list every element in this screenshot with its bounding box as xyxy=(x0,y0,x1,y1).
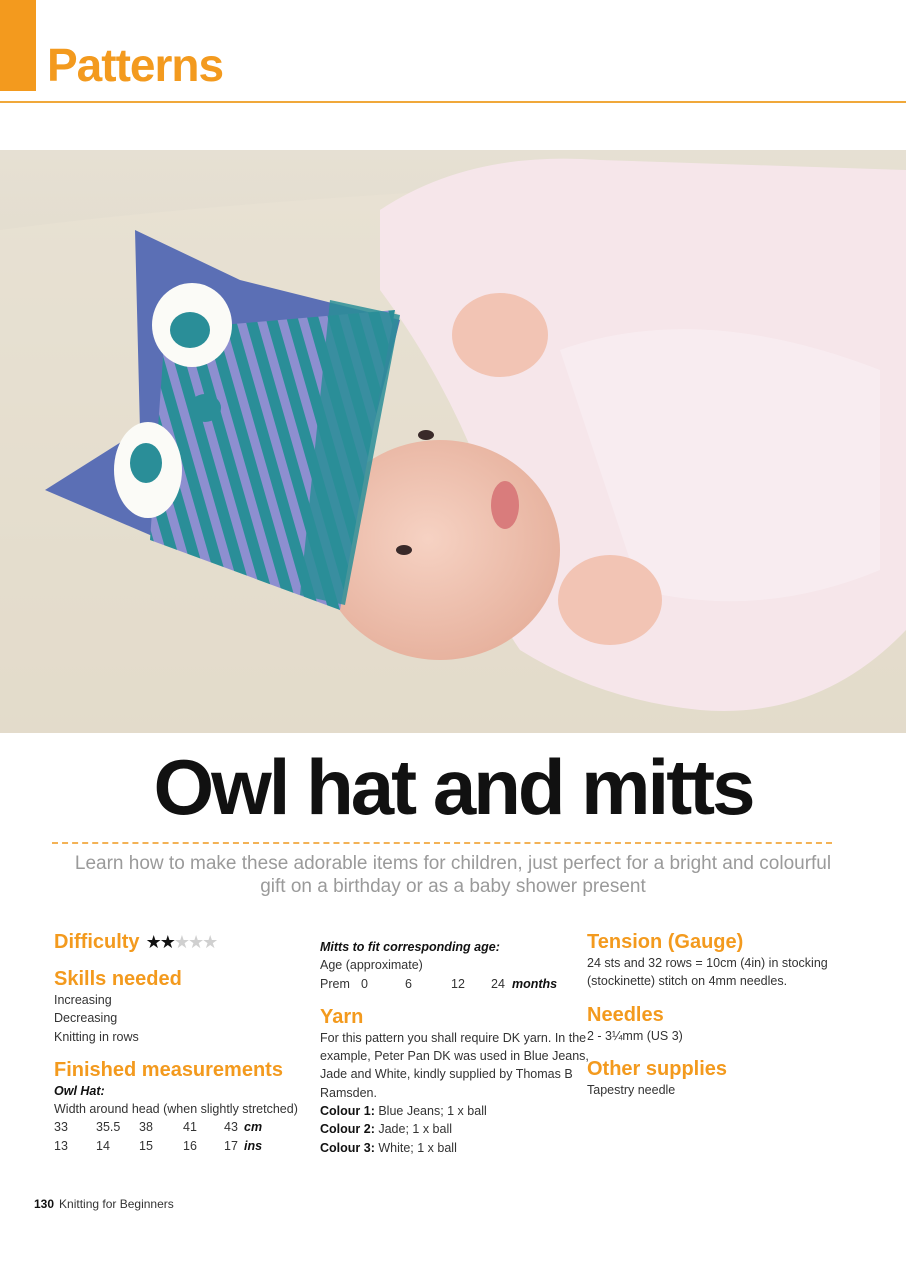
skill-item: Increasing xyxy=(54,993,112,1007)
colour-label: Colour 3: xyxy=(320,1140,375,1155)
yarn-text: For this pattern you shall require DK yarn. In the xyxy=(320,1030,587,1045)
header-rule xyxy=(0,101,906,103)
measurements-note: Width around head (when slightly stretched) xyxy=(54,1102,298,1117)
ins-value: 13 xyxy=(54,1138,68,1153)
yarn-text: Jade and White, kindly supplied by Thomas B xyxy=(320,1067,573,1082)
other-supplies-text: Tapestry needle xyxy=(587,1082,676,1097)
other-supplies-heading: Other supplies xyxy=(587,1057,728,1080)
age-value: 12 xyxy=(451,976,465,991)
measurements-cm-row xyxy=(54,1118,294,1136)
star-icon: ★ xyxy=(173,932,188,952)
cm-value: 41 xyxy=(183,1120,197,1135)
ins-unit: ins xyxy=(244,1138,263,1153)
measurements-heading: Finished measurements xyxy=(54,1058,283,1081)
yarn-heading: Yarn xyxy=(320,1005,364,1028)
colour-item xyxy=(320,1139,575,1157)
age-value: 0 xyxy=(361,976,368,991)
cm-value: 33 xyxy=(54,1120,68,1135)
tension-text: (stockinette) stitch on 4mm needles. xyxy=(587,974,788,989)
ins-value: 15 xyxy=(139,1138,153,1153)
star-icon: ★ xyxy=(159,932,174,952)
skill-item: Knitting in rows xyxy=(54,1029,139,1044)
article-title: Owl hat and mitts xyxy=(153,743,753,831)
star-icon: ★ xyxy=(202,932,217,952)
dashed-divider xyxy=(52,842,832,844)
star-icon: ★ xyxy=(187,932,203,952)
skill-item: Decreasing xyxy=(54,1011,118,1026)
ins-value: 14 xyxy=(96,1138,110,1153)
column-left xyxy=(54,930,298,1155)
difficulty-label: Difficulty xyxy=(54,931,140,953)
age-unit: months xyxy=(512,976,558,991)
column-middle xyxy=(320,930,589,1157)
yarn-text: Ramsden. xyxy=(320,1085,377,1100)
owl-hat-subheading: Owl Hat: xyxy=(54,1083,105,1098)
age-value: Prem xyxy=(320,976,350,991)
ages-row xyxy=(320,975,575,993)
difficulty-heading xyxy=(54,930,294,954)
colour-item xyxy=(320,1102,575,1120)
tension-text: 24 sts and 32 rows = 10cm (4in) in stocking xyxy=(587,956,828,970)
cm-unit: cm xyxy=(244,1120,263,1135)
age-value: 24 xyxy=(491,976,505,991)
intro-text: Learn how to make these adorable items for children, just perfect for a bright and colourful gift on a birthday or as a baby shower present xyxy=(74,853,832,897)
baby-photo xyxy=(0,150,906,733)
cm-value: 38 xyxy=(139,1120,153,1135)
difficulty-stars xyxy=(146,932,217,952)
needles-text: 2 - 3¼mm (US 3) xyxy=(587,1028,683,1043)
ins-value: 16 xyxy=(183,1138,197,1153)
colour-value: Jade; 1 x ball xyxy=(378,1122,453,1137)
star-icon: ★ xyxy=(145,932,160,952)
age-label: Age (approximate) xyxy=(320,958,423,973)
needles-heading: Needles xyxy=(587,1003,664,1026)
tension-heading: Tension (Gauge) xyxy=(587,931,744,953)
column-right xyxy=(587,930,827,1099)
age-value: 6 xyxy=(405,976,412,991)
ins-value: 17 xyxy=(224,1138,238,1153)
measurements-ins-row xyxy=(54,1137,294,1155)
colour-item xyxy=(320,1120,575,1138)
colour-label: Colour 2: xyxy=(320,1122,375,1137)
colour-value: Blue Jeans; 1 x ball xyxy=(378,1104,487,1119)
mitts-heading: Mitts to fit corresponding age: xyxy=(320,940,500,954)
cm-value: 35.5 xyxy=(96,1120,121,1135)
colour-value: White; 1 x ball xyxy=(378,1140,457,1155)
colour-label: Colour 1: xyxy=(320,1104,375,1119)
baby-photo-illustration xyxy=(0,150,906,733)
section-tab xyxy=(0,0,36,91)
yarn-text: example, Peter Pan DK was used in Blue Jeans, xyxy=(320,1049,589,1064)
section-title: Patterns xyxy=(47,39,224,91)
cm-value: 43 xyxy=(224,1120,238,1135)
page-number: 130 xyxy=(34,1197,55,1211)
publication-name: Knitting for Beginners xyxy=(59,1197,174,1211)
skills-heading: Skills needed xyxy=(54,968,182,990)
page-footer xyxy=(34,1197,174,1211)
